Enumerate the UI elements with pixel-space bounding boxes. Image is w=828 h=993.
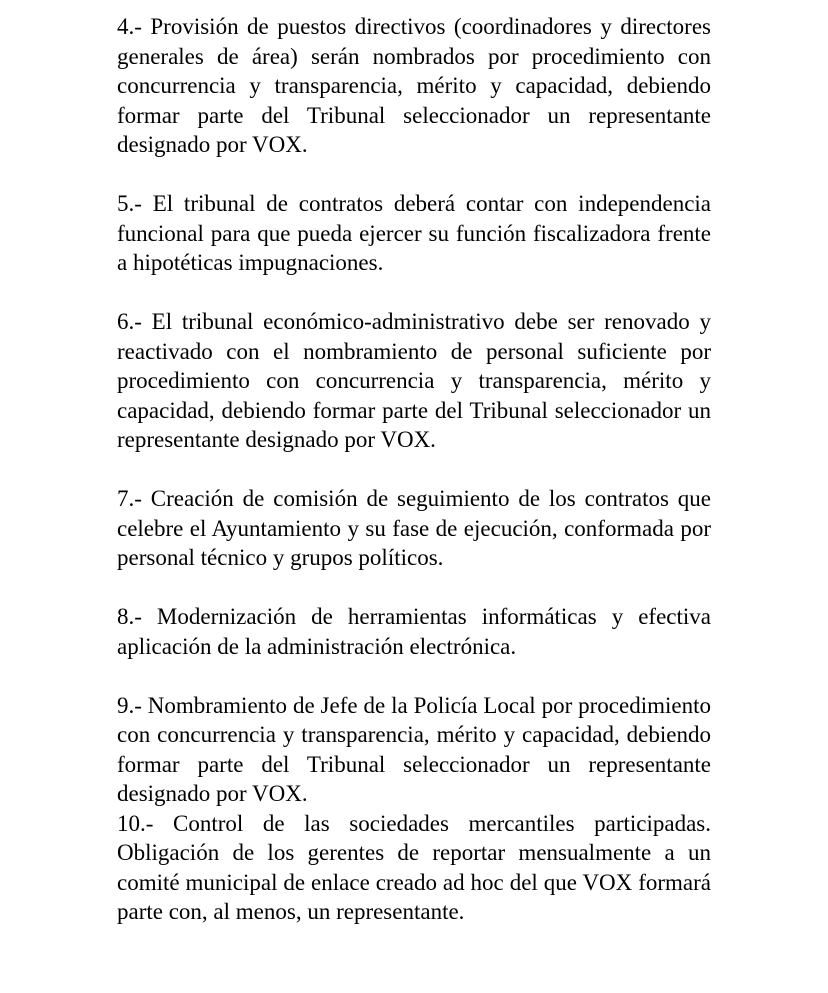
paragraph-item-10: 10.- Control de las sociedades mercantiles participadas. Obligación de los gerentes de reportar mensualmente a un comité municipal de enlace creado ad hoc del que VOX formará parte con, al menos, un representante. xyxy=(117,810,711,924)
paragraph-item-5: 5.- El tribunal de contratos deberá contar con independencia funcional para que pueda ejercer su función fiscalizadora frente a hipotéticas impugnaciones. xyxy=(117,191,711,275)
paragraph-item-7: 7.- Creación de comisión de seguimiento de los contratos que celebre el Ayuntamiento y su fase de ejecución, conformada por personal técnico y grupos políticos. xyxy=(117,486,711,570)
document-text-block xyxy=(117,12,711,927)
paragraph-item-6: 6.- El tribunal económico-administrativo debe ser renovado y reactivado con el nombramiento de personal suficiente por procedimiento con concurrencia y transparencia, mérito y capacidad, debiendo formar parte del Tribunal seleccionador un representante designado por VOX. xyxy=(117,309,711,452)
paragraph-item-8: 8.- Modernización de herramientas informáticas y efectiva aplicación de la administración electrónica. xyxy=(117,604,711,659)
paragraph-item-4: 4.- Provisión de puestos directivos (coordinadores y directores generales de área) serán nombrados por procedimiento con concurrencia y transparencia, mérito y capacidad, debiendo formar parte del Tribunal seleccionador un representante designado por VOX. xyxy=(117,14,711,157)
paragraph-item-9: 9.- Nombramiento de Jefe de la Policía Local por procedimiento con concurrencia y transparencia, mérito y capacidad, debiendo formar parte del Tribunal seleccionador un representante designado por VOX. xyxy=(117,692,711,806)
